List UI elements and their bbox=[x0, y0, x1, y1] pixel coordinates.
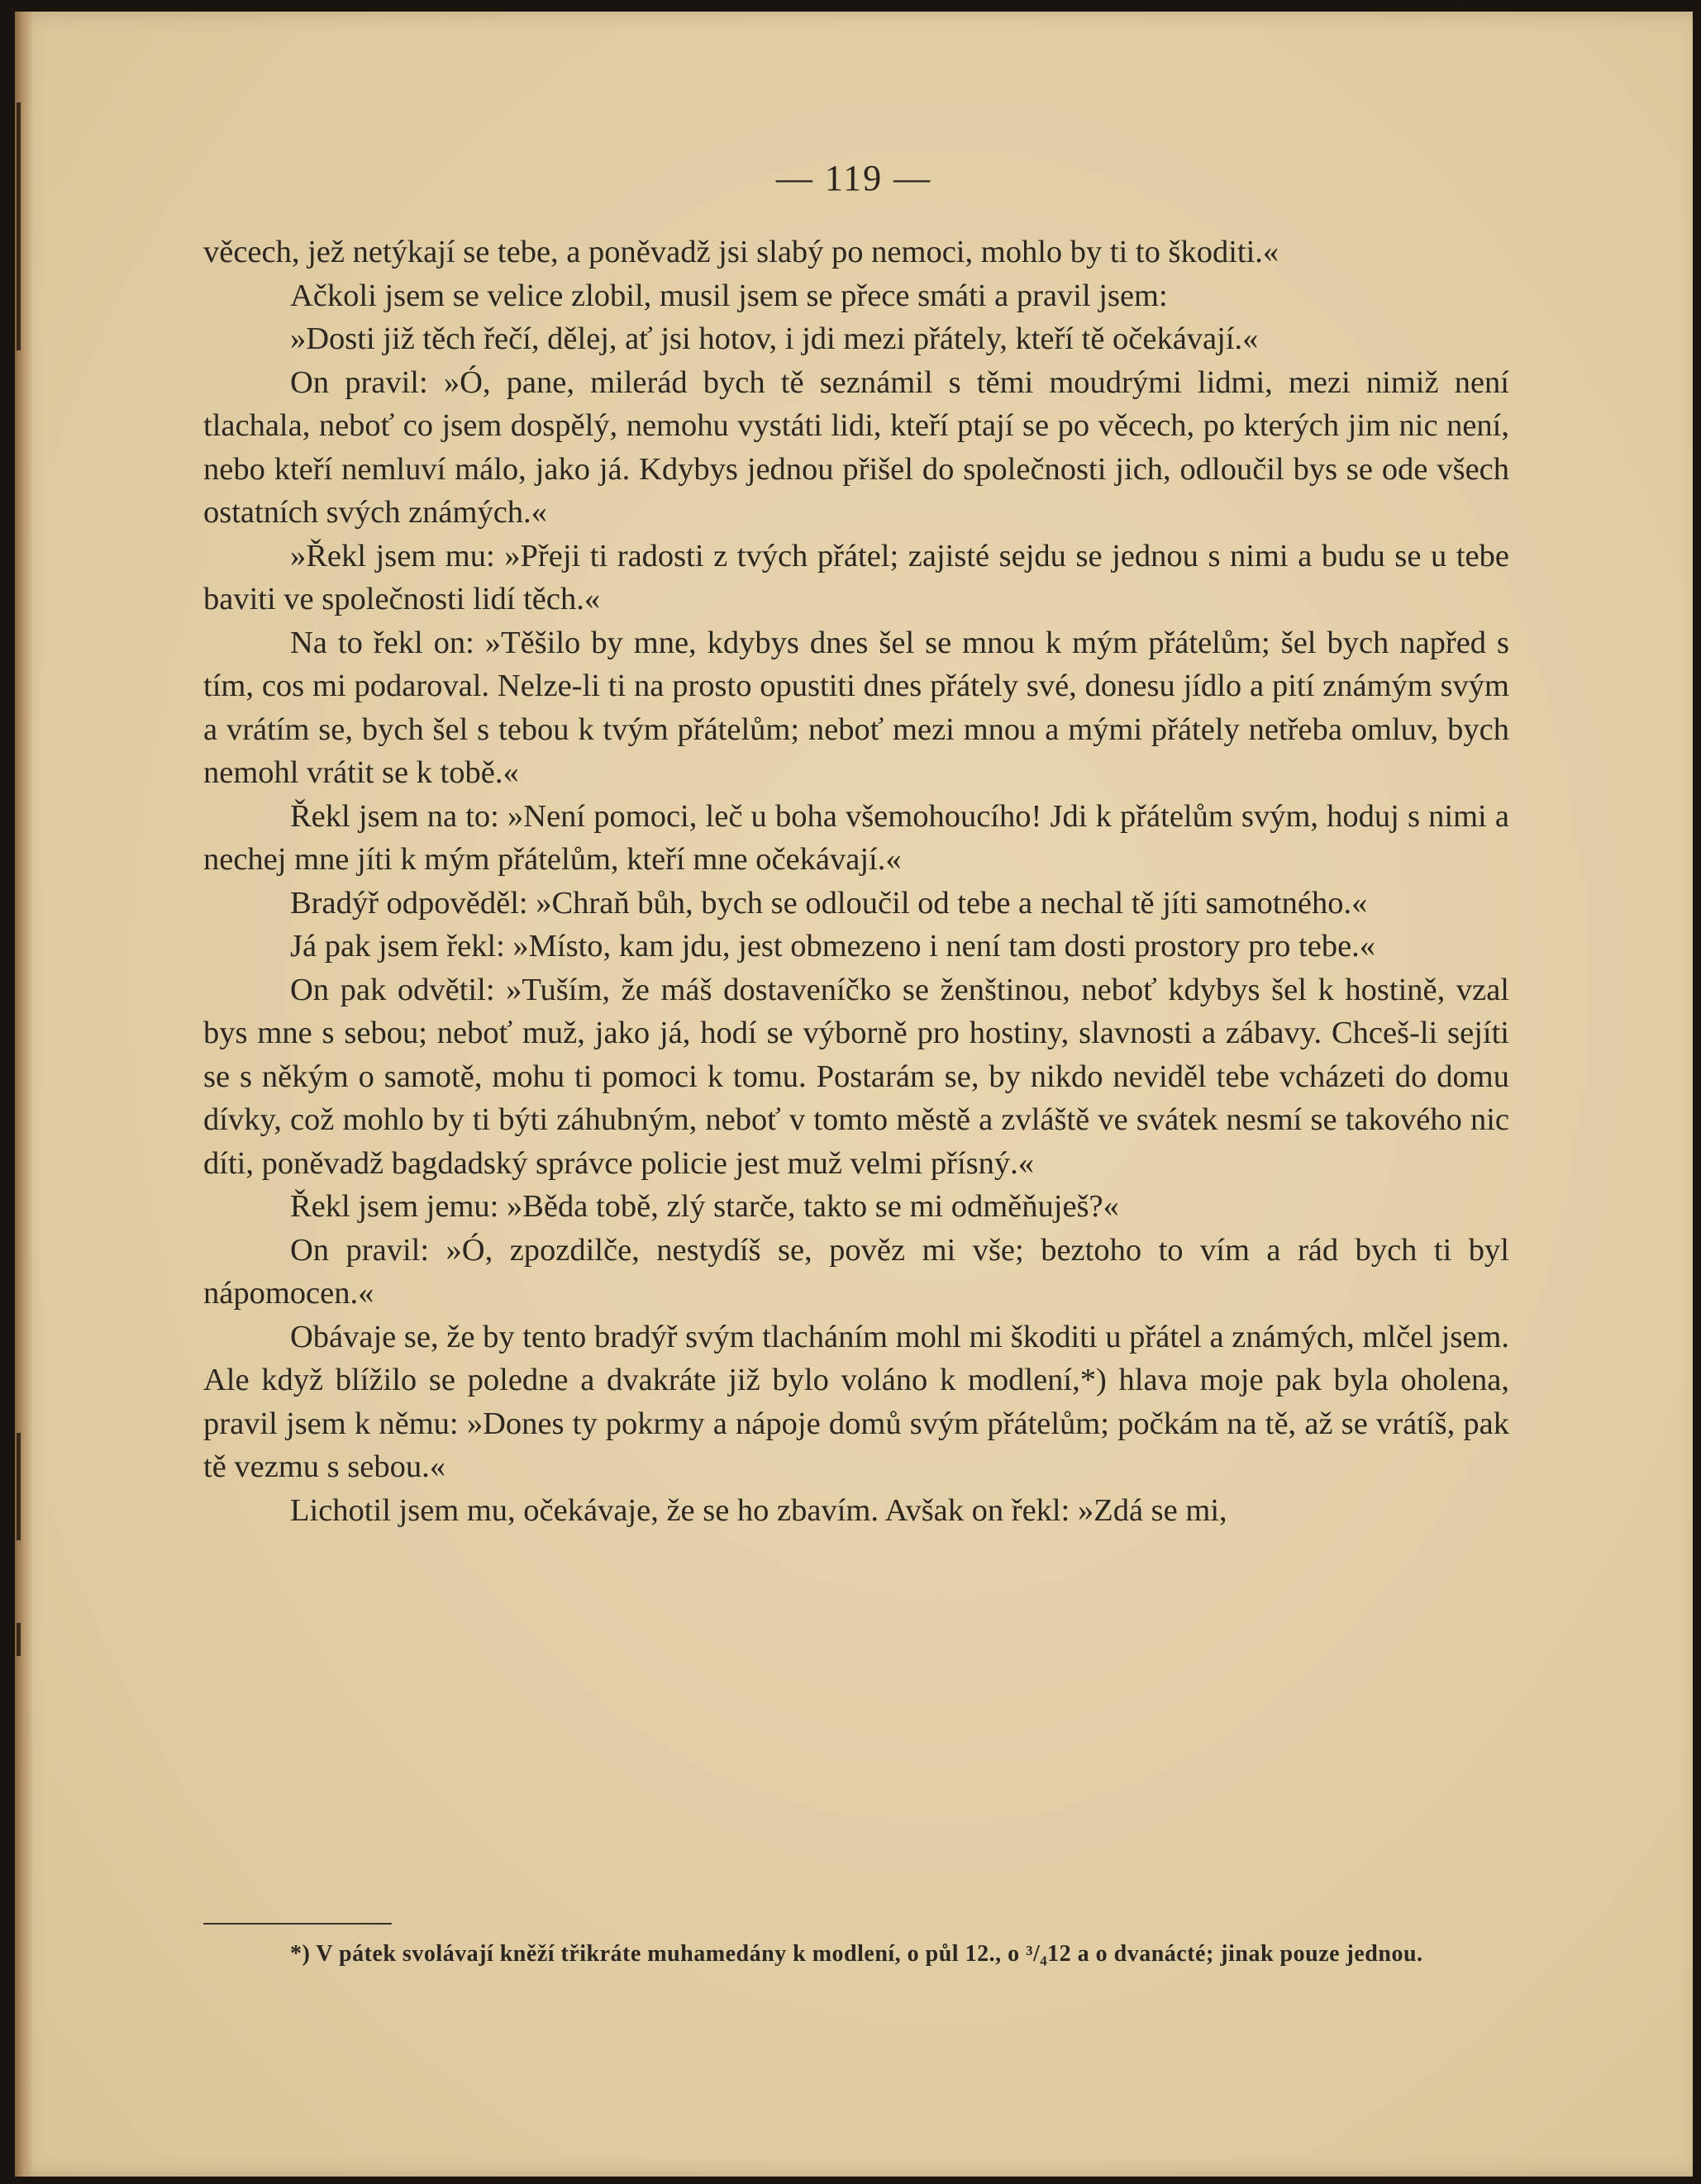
paragraph: Obávaje se, že by tento bradýř svým tlacháním mohl mi škoditi u přátel a známých, mlčel jsem. Ale když blížilo se poledne a dvakráte již bylo voláno k modlení,*) hlava moje pak byla oholena, pravil jsem k němu: »Dones ty pokrmy a nápoje domů svým přátelům; počkám na tě, až se vrátíš, pak tě vezmu s sebou.« bbox=[203, 1319, 1509, 1484]
binding-mark bbox=[17, 1433, 21, 1540]
paragraph: Bradýř odpověděl: »Chraň bůh, bych se odloučil od tebe a nechal tě jíti samotného.« bbox=[290, 885, 1368, 921]
paragraph: Řekl jsem jemu: »Běda tobě, zlý starče, takto se mi odměňuješ?« bbox=[290, 1189, 1119, 1224]
paragraph: věcech, jež netýkají se tebe, a poněvadž jsi slabý po nemoci, mohlo by ti to škoditi.« bbox=[203, 235, 1279, 269]
paragraph: Lichotil jsem mu, očekávaje, že se ho zbavím. Avšak on řekl: »Zdá se mi, bbox=[290, 1492, 1227, 1528]
binding-mark bbox=[17, 1623, 21, 1656]
footnote-rule bbox=[203, 1923, 392, 1925]
paragraph: Na to řekl on: »Těšilo by mne, kdybys dnes šel se mnou k mým přátelům; šel bych napřed s tím, cos mi podaroval. Nelze-li ti na prosto opustiti dnes přátely své, donesu jídlo a pití známým svým a vrátím se, bych šel s tebou k tvým přátelům; neboť mezi mnou a mými přátely netřeba omluv, bych nemohl vrátit se k tobě.« bbox=[203, 625, 1509, 790]
body-text bbox=[203, 231, 1509, 1532]
paragraph: On pravil: »Ó, zpozdilče, nestydíš se, pověz mi vše; beztoho to vím a rád bych ti byl nápomocen.« bbox=[203, 1232, 1509, 1311]
paragraph: On pak odvětil: »Tuším, že máš dostaveníčko se ženštinou, neboť kdybys šel k hostině, vzal bys mne s sebou; neboť muž, jako já, hodí se výborně pro hostiny, slavnosti a zábavy. Chceš-li sejíti se s někým o samotě, mohu ti pomoci k tomu. Postarám se, by nikdo neviděl tebe vcházeti do domu dívky, což mohlo by ti býti záhubným, neboť v tomto městě a zvláště ve svátek nesmí se takového nic díti, poněvadž bagdadský správce policie jest muž velmi přísný.« bbox=[203, 972, 1509, 1181]
paragraph: Já pak jsem řekl: »Místo, kam jdu, jest obmezeno i není tam dosti prostory pro tebe.« bbox=[290, 929, 1376, 964]
paragraph: »Dosti již těch řečí, dělej, ať jsi hotov, i jdi mezi přátely, kteří tě očekávají.« bbox=[290, 321, 1259, 356]
page-number: — 119 — bbox=[775, 158, 932, 198]
paragraph: Řekl jsem na to: »Není pomoci, leč u boha všemohoucího! Jdi k přátelům svým, hoduj s nimi a nechej mne jíti k mým přátelům, kteří mne očekávají.« bbox=[203, 798, 1509, 877]
binding-mark bbox=[17, 102, 21, 350]
footnote: *) V pátek svolávají kněží třikráte muhamedány k modlení, o půl 12., o ³/₄12 a o dvanácté; jinak pouze jednou. bbox=[290, 1941, 1423, 1967]
paragraph: On pravil: »Ó, pane, milerád bych tě seznámil s těmi moudrými lidmi, mezi nimiž není tlachala, neboť co jsem dospělý, nemohu vystáti lidi, kteří ptají se po věcech, po kterých jim nic není, nebo kteří nemluví málo, jako já. Kdybys jednou přišel do společnosti jich, odloučil bys se ode všech ostatních svých známých.« bbox=[203, 364, 1509, 530]
paragraph: Ačkoli jsem se velice zlobil, musil jsem se přece smáti a pravil jsem: bbox=[290, 278, 1168, 313]
paragraph: »Řekl jsem mu: »Přeji ti radosti z tvých přátel; zajisté sejdu se jednou s nimi a budu se u tebe baviti ve společnosti lidí těch.« bbox=[203, 538, 1509, 616]
book-page bbox=[15, 12, 1693, 2177]
